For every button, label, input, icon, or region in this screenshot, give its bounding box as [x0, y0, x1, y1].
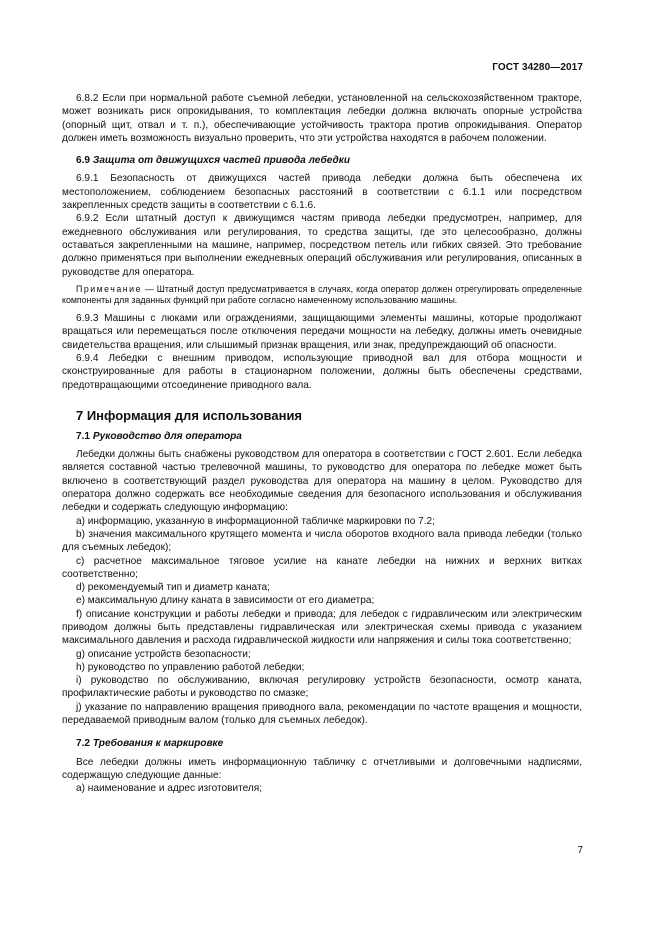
clause-6-9-1: 6.9.1 Безопасность от движущихся частей привода лебедки должна быть обеспечена их местоположением, соблюдением безопасных расстояний в соответствии с 6.1.1 или посредством закрепленных средств защиты в соответствии с 6.1.6.: [62, 173, 582, 212]
subsection-title: Руководство для оператора: [92, 430, 242, 442]
document-id-header: ГОСТ 34280—2017: [492, 62, 583, 73]
list-item: h) руководство по управлению работой лебедки;: [76, 661, 305, 673]
subsection-number: 7.1: [76, 430, 91, 442]
list-item: b) значения максимального крутящего момента и числа оборотов входного вала привода лебедки (только для съемных лебедок);: [62, 528, 582, 554]
clause-7-1-intro: Лебедки должны быть снабжены руководством для оператора в соответствии с ГОСТ 2.601. Если лебедка является составной частью трелевочной машины, то руководство для оператора по лебедке может быть включено в соответствующий раздел руководства для оператора на машину в целом. Руководство для оператора должно содержать все необходимые сведения для безопасного использования и обслуживания лебедки и содержать следующую информацию:: [62, 449, 582, 514]
subsection-title: Требования к маркировке: [92, 738, 224, 750]
section-heading-7: 7 Информация для использования: [76, 407, 303, 423]
clause-7-2-intro: Все лебедки должны иметь информационную табличку с отчетливыми и долговечными надписями, содержащую следующие данные:: [62, 756, 582, 781]
subsection-heading-7-2: [76, 737, 582, 750]
subsection-number: 7.2: [76, 738, 91, 750]
note: [62, 284, 582, 307]
list-item: c) расчетное максимальное тяговое усилие на канате лебедки на нижних и верхних витках соответственно;: [62, 555, 582, 580]
list-item: d) рекомендуемый тип и диаметр каната;: [76, 582, 270, 594]
subsection-heading-6-9: [76, 154, 582, 167]
clause-6-9-3: 6.9.3 Машины с люками или ограждениями, защищающими элементы машины, которые продолжают вращаться или перемещаться после отключения передачи мощности на лебедку, должны иметь очевидные свидетельства вращения, или слышимый признак вращения, или знак, предупреждающий об опасности.: [62, 313, 582, 351]
list-item: g) описание устройств безопасности;: [76, 648, 251, 660]
clause-6-8-2: 6.8.2 Если при нормальной работе съемной лебедки, установленной на сельскохозяйственном тракторе, может возникать риск опрокидывания, то комплектация лебедки должна включать опорные устройства (опорный щит, отвал и т. п.), обеспечивающие устойчивость трактора против опрокидывания. Оператор должен иметь возможность визуально проверить, что эти устройства находятся в рабочем положении.: [62, 93, 582, 144]
subsection-number: 6.9: [76, 155, 91, 167]
list-item: а) информацию, указанную в информационной табличке маркировки по 7.2;: [76, 515, 435, 527]
list-item: е) максимальную длину каната в зависимости от его диаметра;: [76, 595, 375, 607]
note-label: Примечание: [76, 283, 142, 294]
list-item: j) указание по направлению вращения приводного вала, рекомендации по частоте вращения и мощности, передаваемой приводным валом (только для съемных лебедок).: [62, 701, 582, 727]
list-item: f) описание конструкции и работы лебедки и привода; для лебедок с гидравлическим или электрическим приводом должны быть представлены гидравлическая или электрическая схемы привода с указанием максимального давления и расхода гидравлической жидкости или напряжения и силы тока соответственно;: [62, 608, 582, 647]
page-body: [62, 92, 582, 796]
subsection-heading-7-1: [76, 430, 582, 443]
clause-6-9-4: 6.9.4 Лебедки с внешним приводом, использующие приводной вал для отбора мощности и сконструированные для работы в стационарном положении, должны быть обеспечены средствами, предотвращающими отсоединение приводного вала.: [62, 352, 582, 391]
list-item: i) руководство по обслуживанию, включая регулировку устройств безопасности, осмотр каната, профилактические работы и руководство по смазке;: [62, 675, 582, 700]
clause-6-9-2: 6.9.2 Если штатный доступ к движущимся частям привода лебедки предусмотрен, например, для ежедневного обслуживания или регулирования, то средства защиты, где это целесообразно, должны оставаться закрепленными на машине, например, посредством петель или гибких связей. Это требование должно применяться при выполнении ежедневных операций обслуживания или регулирования, описанных в руководстве для оператора.: [62, 213, 582, 278]
page-number: 7: [577, 845, 583, 856]
subsection-title: Защита от движущихся частей привода лебедки: [92, 155, 350, 167]
note-text: — Штатный доступ предусматривается в случаях, когда оператор должен отрегулировать определенные компоненты для заданных функций при работе согласно намеченному использованию машины.: [62, 283, 582, 306]
list-item: а) наименование и адрес изготовителя;: [76, 783, 263, 795]
